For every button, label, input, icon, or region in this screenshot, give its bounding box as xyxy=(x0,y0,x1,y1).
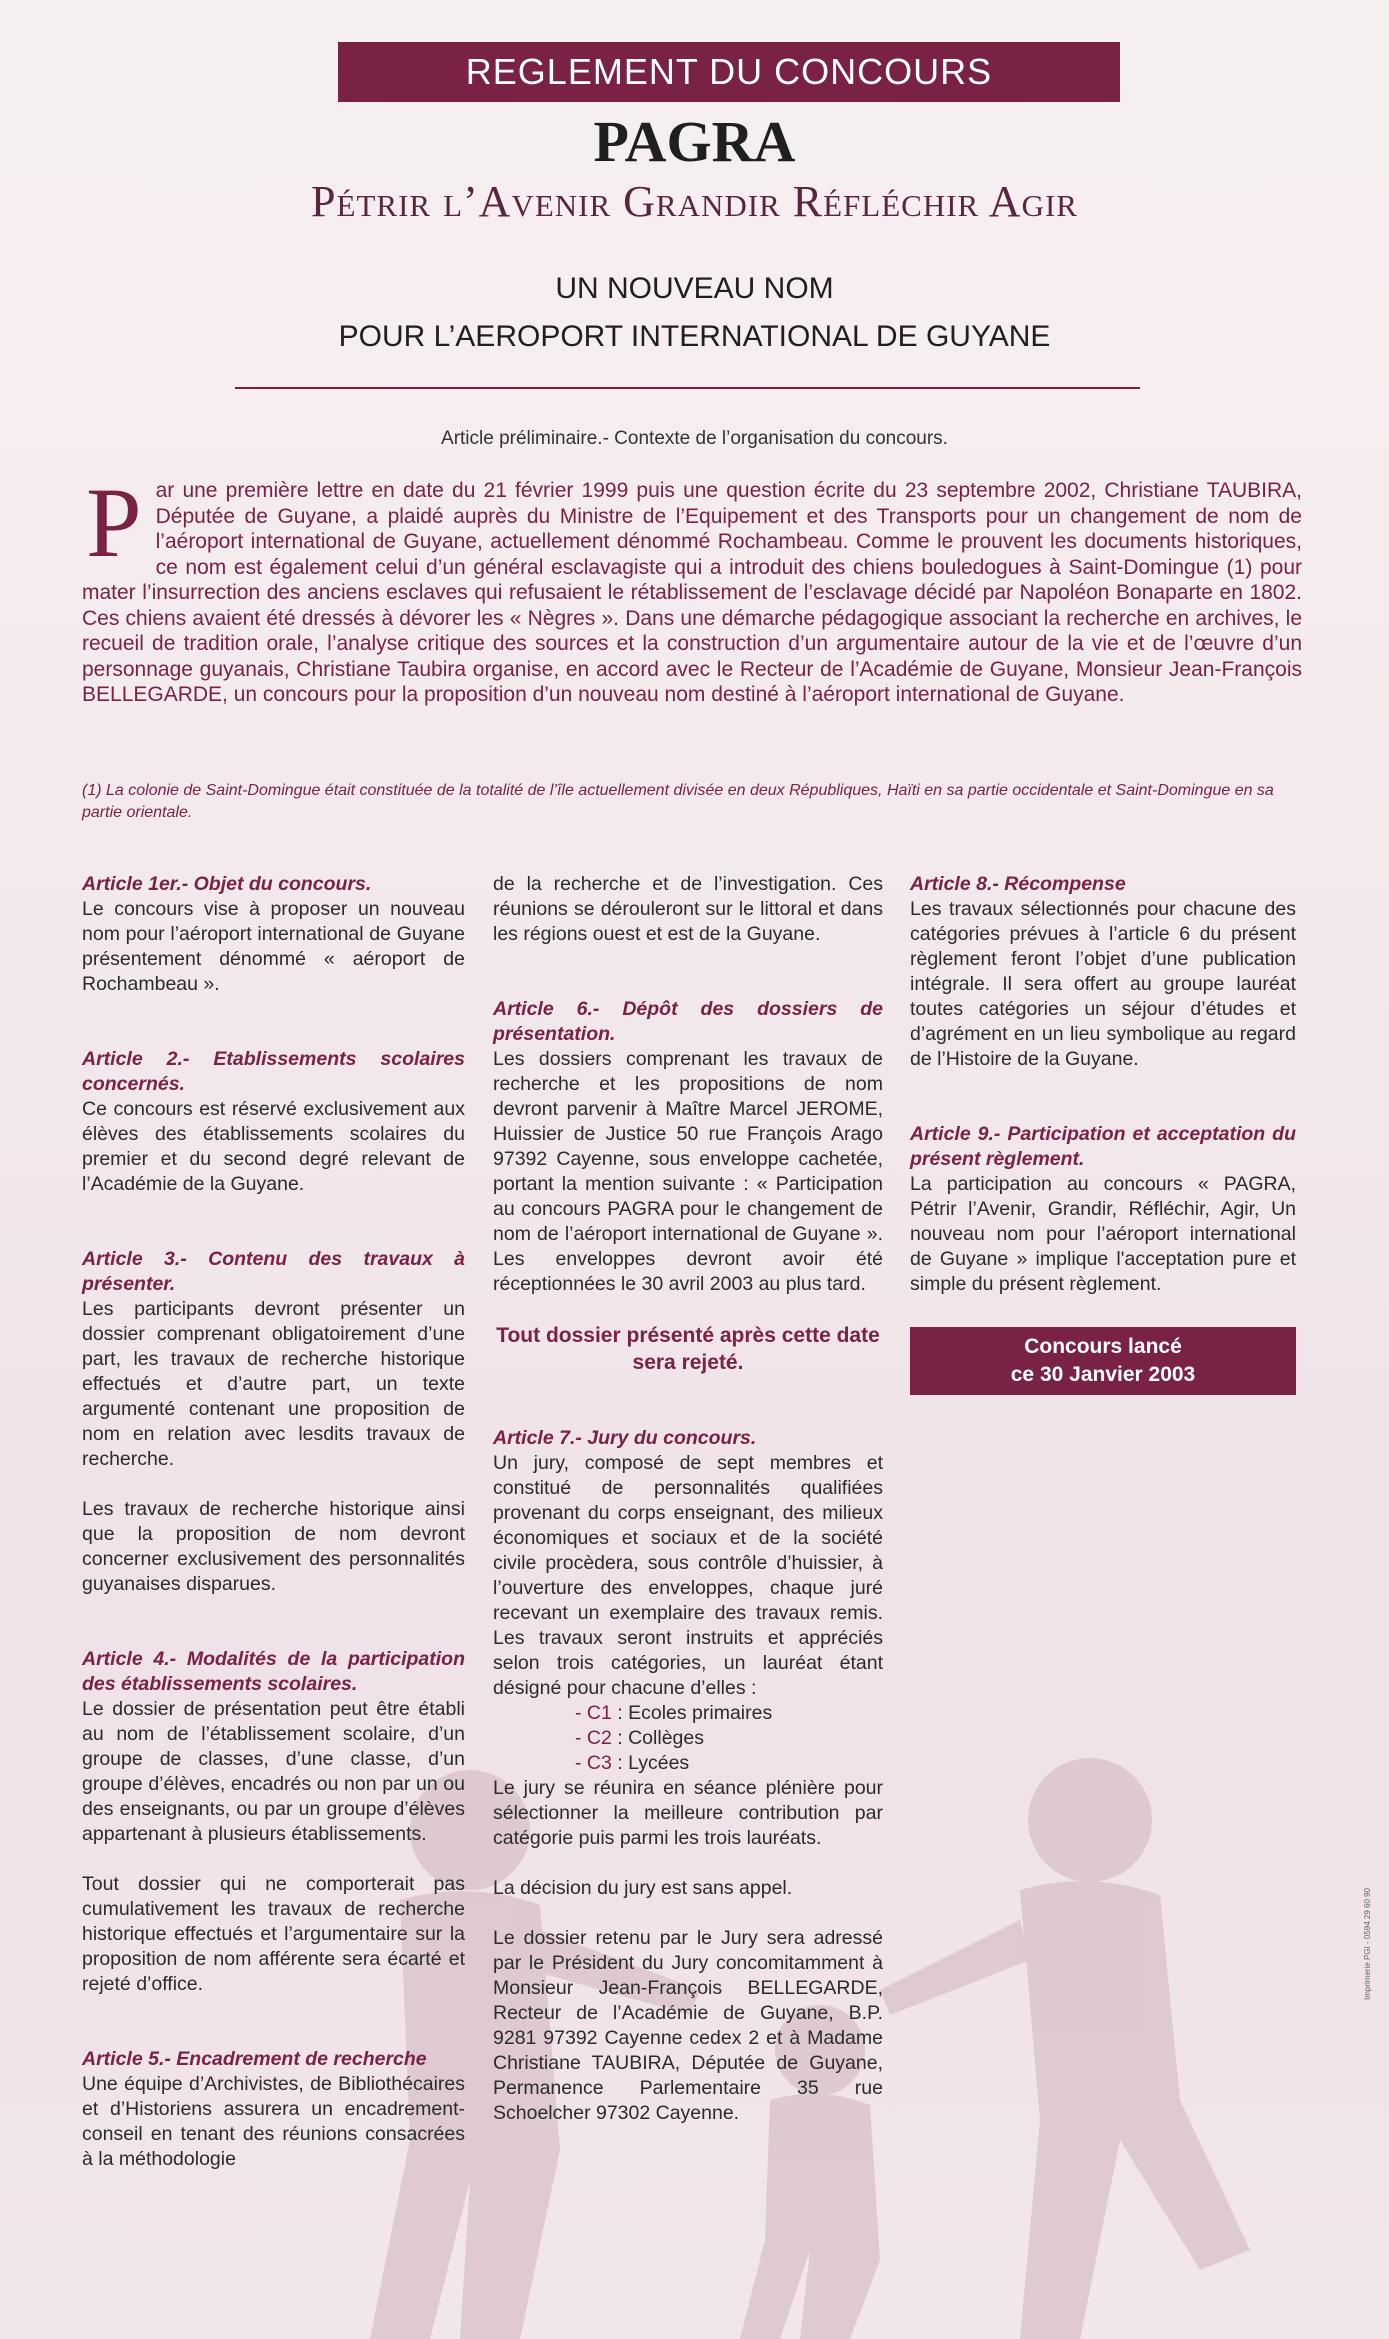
article-5-text-part-2: de la recherche et de l’investigation. Ces réunions se dérouleront sur le littoral et dans les régions ouest et est de la Guyane. xyxy=(493,873,883,945)
article-7-text-3: La décision du jury est sans appel. xyxy=(493,1877,793,1899)
article-1-title: Article 1er.- Objet du concours. xyxy=(82,873,372,895)
article-1-text: Le concours vise à proposer un nouveau nom pour l’aéroport international de Guyane présentement dénommé « aéroport de Rochambeau ». xyxy=(82,898,465,995)
page-subtitle: Pétrir l’Avenir Grandir Réfléchir Agir xyxy=(311,177,1078,226)
launch-date-box xyxy=(910,1327,1296,1395)
article-5-text-part-1: Une équipe d’Archivistes, de Bibliothécaires et d’Historiens assurera un encadrement-conseil en tenant des réunions consacrées à la méthodologie xyxy=(82,2073,465,2170)
article-2-title: Article 2.- Etablissements scolaires concernés. xyxy=(82,1048,465,1095)
divider-rule xyxy=(235,387,1140,389)
preliminary-paragraph xyxy=(82,467,1302,708)
category-code: - C2 xyxy=(575,1727,612,1749)
dropcap-letter: P xyxy=(86,467,142,578)
article-8-text: Les travaux sélectionnés pour chacune des catégories prévues à l’article 6 du présent règlement feront l’objet d’une publication intégrale. Il sera offert au groupe lauréat toutes catégories un séjour d’études et d’agrément en un lieu symbolique au regard de l’Histoire de la Guyane. xyxy=(910,898,1296,1070)
article-7-title: Article 7.- Jury du concours. xyxy=(493,1427,757,1449)
category-item xyxy=(575,1701,883,1726)
deadline-notice: Tout dossier présenté après cette date sera rejeté. xyxy=(496,1324,880,1374)
column-3 xyxy=(910,872,1296,1395)
page-title: PAGRA xyxy=(593,109,796,174)
category-item xyxy=(575,1726,883,1751)
column-2 xyxy=(493,872,883,2126)
preliminary-text: ar une première lettre en date du 21 février 1999 puis une question écrite du 23 septembre 2002, Christiane TAUBIRA, Députée de Guyane, a plaidé auprès du Ministre de l’Equipement et des Transports pour un changement de nom de l’aéroport international de Guyane, actuellement dénommé Rochambeau. Comme le prouvent les documents historiques, ce nom est également celui d’un général esclavagiste qui a introduit des chiens bouledogues à Saint-Domingue (1) pour mater l’insurrection des anciens esclaves qui refusaient le rétablissement de l’esclavage décidé par Napoléon Bonaparte en 1802. Ces chiens avaient été dressés à dévorer les « Nègres ». Dans une démarche pédagogique associant la recherche en archives, le recueil de tradition orale, l’analyse critique des sources et la construction d’un argumentaire autour de la vie et de l’œuvre d’un personnage guyanais, Christiane Taubira organise, en accord avec le Recteur de l’Académie de Guyane, Monsieur Jean-François BELLEGARDE, un concours pour la proposition d’un nouveau nom destiné à l’aéroport international de Guyane. xyxy=(82,479,1302,706)
article-7-text-4: Le dossier retenu par le Jury sera adressé par le Président du Jury concomitamment à Monsieur Jean-François BELLEGARDE, Recteur de l’Académie de Guyane, B.P. 9281 97392 Cayenne cedex 2 et à Madame Christiane TAUBIRA, Députée de Guyane, Permanence Parlementaire 35 rue Schoelcher 97302 Cayenne. xyxy=(493,1927,883,2124)
category-list xyxy=(493,1701,883,1776)
launch-line-1: Concours lancé xyxy=(1024,1335,1182,1358)
column-1 xyxy=(82,872,465,2172)
category-label: : Collèges xyxy=(617,1727,704,1749)
article-4-text-2: Tout dossier qui ne comporterait pas cumulativement les travaux de recherche historique effectués et l’argumentaire sur la proposition de nom afférente sera écarté et rejeté d’office. xyxy=(82,1873,465,1995)
category-label: : Ecoles primaires xyxy=(617,1702,773,1724)
heading-line-1: UN NOUVEAU NOM xyxy=(555,272,834,305)
category-item xyxy=(575,1751,883,1776)
article-3-text-1: Les participants devront présenter un dossier comprenant obligatoirement d’une part, les travaux de recherche historique effectués et d’autre part, un texte argumenté contenant une proposition de nom en relation avec lesdits travaux de recherche. xyxy=(82,1298,465,1470)
article-7-text-2: Le jury se réunira en séance plénière pour sélectionner la meilleure contribution par catégorie puis parmi les trois lauréats. xyxy=(493,1777,883,1849)
article-6-text: Les dossiers comprenant les travaux de recherche et les propositions de nom devront parvenir à Maître Marcel JEROME, Huissier de Justice 50 rue François Arago 97392 Cayenne, sous enveloppe cachetée, portant la mention suivante : « Participation au concours PAGRA pour le changement de nom de l’aéroport international de Guyane ». Les enveloppes devront avoir été réceptionnées le 30 avril 2003 au plus tard. xyxy=(493,1048,883,1295)
preliminary-article-title: Article préliminaire.- Contexte de l’organisation du concours. xyxy=(441,428,948,449)
heading-line-2: POUR L’AEROPORT INTERNATIONAL DE GUYANE xyxy=(338,320,1051,353)
launch-line-2: ce 30 Janvier 2003 xyxy=(1010,1363,1196,1386)
article-3-title: Article 3.- Contenu des travaux à présenter. xyxy=(82,1248,465,1295)
article-4-title: Article 4.- Modalités de la participation des établissements scolaires. xyxy=(82,1648,465,1695)
article-9-title: Article 9.- Participation et acceptation du présent règlement. xyxy=(910,1123,1296,1170)
article-6-title: Article 6.- Dépôt des dossiers de présentation. xyxy=(493,998,883,1045)
category-code: - C3 xyxy=(575,1752,612,1774)
article-7-text-1: Un jury, composé de sept membres et constitué de personnalités qualifiées provenant du corps enseignant, des milieux économiques et sociaux et de la société civile procèdera, sous contrôle d’huissier, à l’ouverture des enveloppes, chaque juré recevant un exemplaire des travaux remis. Les travaux seront instruits et appréciés selon trois catégories, un lauréat étant désigné pour chacune d’elles : xyxy=(493,1452,883,1699)
category-label: : Lycées xyxy=(617,1752,690,1774)
article-9-text: La participation au concours « PAGRA, Pétrir l’Avenir, Grandir, Réfléchir, Agir, Un nouveau nom pour l’aéroport international de Guyane » implique l'acceptation pure et simple du présent règlement. xyxy=(910,1173,1296,1295)
printer-credit: Imprimerie PGI - 0594 29 60 90 xyxy=(1363,1887,1372,2000)
header-banner: REGLEMENT DU CONCOURS xyxy=(338,42,1120,102)
article-5-title: Article 5.- Encadrement de recherche xyxy=(82,2048,427,2070)
footnote: (1) La colonie de Saint-Domingue était constituée de la totalité de l’île actuellement divisée en deux Républiques, Haïti en sa partie occidentale et Saint-Domingue en sa partie orientale. xyxy=(82,782,1274,821)
article-8-title: Article 8.- Récompense xyxy=(910,873,1126,895)
category-code: - C1 xyxy=(575,1702,612,1724)
article-4-text-1: Le dossier de présentation peut être établi au nom de l’établissement scolaire, d’un groupe de classes, d’une classe, d’un groupe d’élèves, encadrés ou non par un ou des enseignants, ou par un groupe d’élèves appartenant à plusieurs établissements. xyxy=(82,1698,465,1845)
article-2-text: Ce concours est réservé exclusivement aux élèves des établissements scolaires du premier et du second degré relevant de l’Académie de la Guyane. xyxy=(82,1098,465,1195)
article-3-text-2: Les travaux de recherche historique ainsi que la proposition de nom devront concerner exclusivement des personnalités guyanaises disparues. xyxy=(82,1498,465,1595)
